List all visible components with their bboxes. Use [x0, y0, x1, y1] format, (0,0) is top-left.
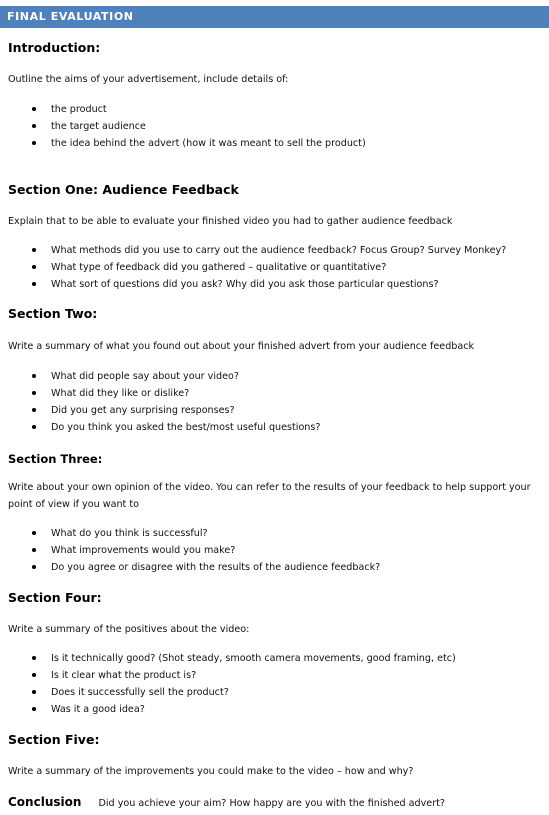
- section-two-bullet-list: [0, 368, 549, 436]
- document-title: FINAL EVALUATION: [7, 10, 134, 23]
- list-item: the idea behind the advert (how it was meant to sell the product): [0, 135, 549, 152]
- list-item: What type of feedback did you gathered – qualitative or quantitative?: [0, 259, 549, 276]
- bullet-icon: [32, 282, 36, 286]
- bullet-icon: [32, 391, 36, 395]
- bullet-icon: [32, 408, 36, 412]
- list-item: What methods did you use to carry out the audience feedback? Focus Group? Survey Monkey?: [0, 242, 549, 259]
- conclusion-heading: Conclusion: [8, 795, 82, 809]
- list-item: Was it a good idea?: [0, 701, 549, 718]
- intro-bullet-list: [0, 101, 549, 152]
- bullet-icon: [32, 248, 36, 252]
- bullet-icon: [32, 107, 36, 111]
- intro-heading: Introduction:: [8, 40, 101, 55]
- list-item: Is it technically good? (Shot steady, smooth camera movements, good framing, etc): [0, 650, 549, 667]
- list-item: the product: [0, 101, 549, 118]
- bullet-icon: [32, 707, 36, 711]
- bullet-icon: [32, 565, 36, 569]
- conclusion-text: Did you achieve your aim? How happy are you with the finished advert?: [98, 798, 445, 809]
- list-item: What did they like or dislike?: [0, 385, 549, 402]
- bullet-icon: [32, 265, 36, 269]
- list-item: Does it successfully sell the product?: [0, 684, 549, 701]
- section-five-text: Write a summary of the improvements you could make to the video – how and why?: [8, 766, 414, 777]
- bullet-icon: [32, 425, 36, 429]
- list-item: What improvements would you make?: [0, 542, 549, 559]
- list-item: What do you think is successful?: [0, 525, 549, 542]
- bullet-icon: [32, 531, 36, 535]
- bullet-icon: [32, 374, 36, 378]
- document-title-bar: [0, 6, 549, 28]
- bullet-icon: [32, 548, 36, 552]
- bullet-icon: [32, 690, 36, 694]
- section-one-heading: Section One: Audience Feedback: [8, 182, 239, 197]
- list-item: Do you think you asked the best/most useful questions?: [0, 419, 549, 436]
- section-one-text: Explain that to be able to evaluate your finished video you had to gather audience feedback: [8, 216, 453, 227]
- bullet-icon: [32, 124, 36, 128]
- list-item: What sort of questions did you ask? Why did you ask those particular questions?: [0, 276, 549, 293]
- section-two-heading: Section Two:: [8, 306, 98, 321]
- section-two-text: Write a summary of what you found out about your finished advert from your audience feedback: [8, 341, 475, 352]
- section-four-bullet-list: [0, 650, 549, 718]
- conclusion-row: [8, 791, 445, 810]
- list-item: Did you get any surprising responses?: [0, 402, 549, 419]
- intro-text: Outline the aims of your advertisement, include details of:: [8, 74, 289, 85]
- bullet-icon: [32, 656, 36, 660]
- bullet-icon: [32, 673, 36, 677]
- bullet-icon: [32, 141, 36, 145]
- list-item: What did people say about your video?: [0, 368, 549, 385]
- section-three-bullet-list: [0, 525, 549, 576]
- section-four-heading: Section Four:: [8, 590, 102, 605]
- section-one-bullet-list: [0, 242, 549, 293]
- list-item: Do you agree or disagree with the results of the audience feedback?: [0, 559, 549, 576]
- section-five-heading: Section Five:: [8, 732, 100, 747]
- section-four-text: Write a summary of the positives about the video:: [8, 624, 250, 635]
- list-item: Is it clear what the product is?: [0, 667, 549, 684]
- list-item: the target audience: [0, 118, 549, 135]
- section-three-heading: Section Three:: [8, 452, 103, 466]
- section-three-text: Write about your own opinion of the video. You can refer to the results of your feedback to help support your point of view if you want to: [8, 482, 531, 510]
